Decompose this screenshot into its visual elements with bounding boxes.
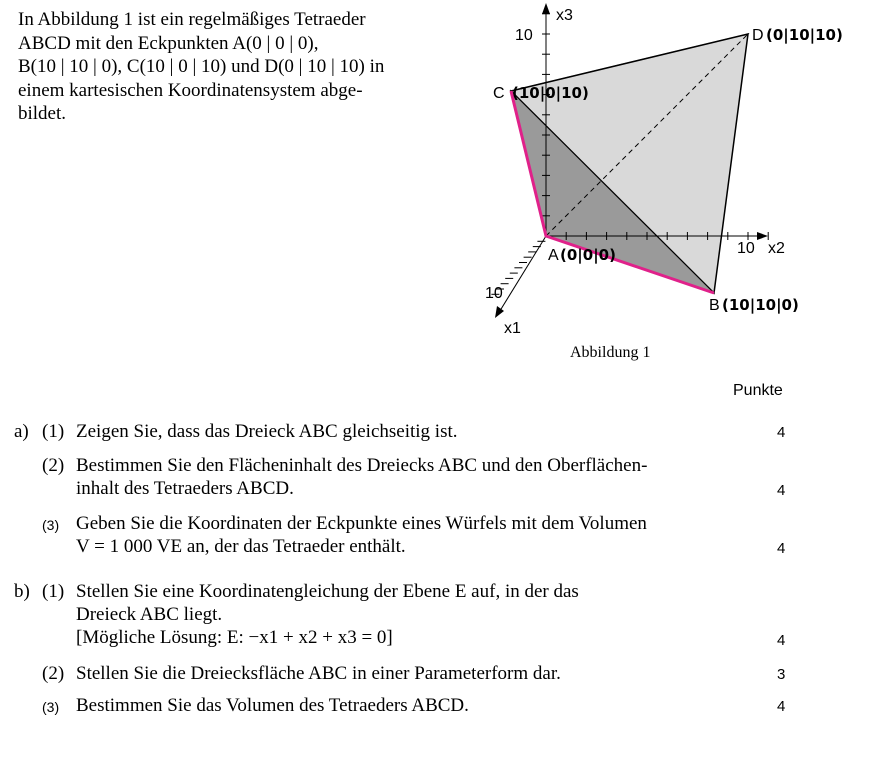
task-number: (3)	[42, 517, 60, 533]
task-points: 4	[777, 424, 786, 441]
x1-arrow	[495, 306, 504, 318]
intro-line: bildet.	[18, 103, 67, 124]
task-number: (3)	[42, 699, 60, 715]
vertex-label-d: D	[752, 27, 764, 44]
task-text	[76, 662, 716, 685]
intro-line: ABCD mit den Eckpunkten A(0 | 0 | 0),	[18, 32, 319, 54]
task-part-label: b)	[14, 581, 30, 602]
task-line: Dreieck ABC liegt.	[76, 604, 223, 625]
task-line: Zeigen Sie, dass das Dreieck ABC gleichseitig ist.	[76, 421, 458, 442]
task-line: inhalt des Tetraeders ABCD.	[76, 478, 294, 499]
task-text	[76, 580, 716, 649]
task-points: 3	[777, 666, 786, 683]
task-text	[76, 694, 716, 717]
x3-tick-label: 10	[515, 27, 533, 44]
x1-axis	[498, 236, 546, 314]
annotation-b: (10|10|0)	[722, 296, 799, 314]
vertex-label-b: B	[709, 297, 720, 314]
task-points: 4	[777, 632, 786, 649]
figure-caption: Abbildung 1	[570, 344, 651, 361]
x3-axis-label: x3	[556, 7, 573, 24]
task-points: 4	[777, 482, 786, 499]
task-number: (2)	[42, 455, 65, 476]
x1-axis-label: x1	[504, 320, 521, 337]
task-text	[76, 420, 716, 443]
annotation-d: (0|10|10)	[766, 26, 843, 44]
task-number: (1)	[42, 581, 65, 602]
task-line: V = 1 000 VE an, der das Tetraeder enthält.	[76, 536, 406, 557]
intro-line: In Abbildung 1 ist ein regelmäßiges Tetraeder	[18, 9, 366, 30]
points-column-header: Punkte	[733, 382, 783, 399]
intro-text	[18, 8, 438, 126]
task-number: (2)	[42, 663, 65, 684]
x3-arrow	[542, 3, 550, 14]
task-points: 4	[777, 698, 786, 715]
annotation-c: (10|0|10)	[512, 84, 589, 102]
annotation-a: (0|0|0)	[560, 246, 616, 264]
task-line: Stellen Sie die Dreiecksfläche ABC in einer Parameterform dar.	[76, 663, 561, 684]
x2-tick-label: 10	[737, 240, 755, 257]
task-text	[76, 454, 716, 500]
vertex-label-c: C	[493, 85, 505, 102]
task-text	[76, 512, 716, 558]
task-points: 4	[777, 540, 786, 557]
tetrahedron-figure	[470, 0, 880, 345]
task-line: Stellen Sie eine Koordinatengleichung der Ebene E auf, in der das	[76, 581, 579, 602]
intro-line: B(10 | 10 | 0), C(10 | 0 | 10) und D(0 | 10 | 10) in	[18, 56, 385, 77]
task-line: [Mögliche Lösung: E: −x1 + x2 + x3 = 0]	[76, 627, 393, 648]
x2-arrow	[757, 232, 768, 240]
task-line: Bestimmen Sie das Volumen des Tetraeders ABCD.	[76, 695, 469, 716]
x1-tick-label: 10	[485, 285, 503, 302]
intro-line: einem kartesischen Koordinatensystem abge-	[18, 79, 363, 101]
vertex-label-a: A	[548, 247, 559, 264]
task-line: Bestimmen Sie den Flächeninhalt des Dreiecks ABC und den Oberflächen-	[76, 455, 648, 476]
task-part-label: a)	[14, 421, 29, 442]
task-line: Geben Sie die Koordinaten der Eckpunkte eines Würfels mit dem Volumen	[76, 513, 647, 534]
x2-axis-label: x2	[768, 240, 785, 257]
task-number: (1)	[42, 421, 65, 442]
